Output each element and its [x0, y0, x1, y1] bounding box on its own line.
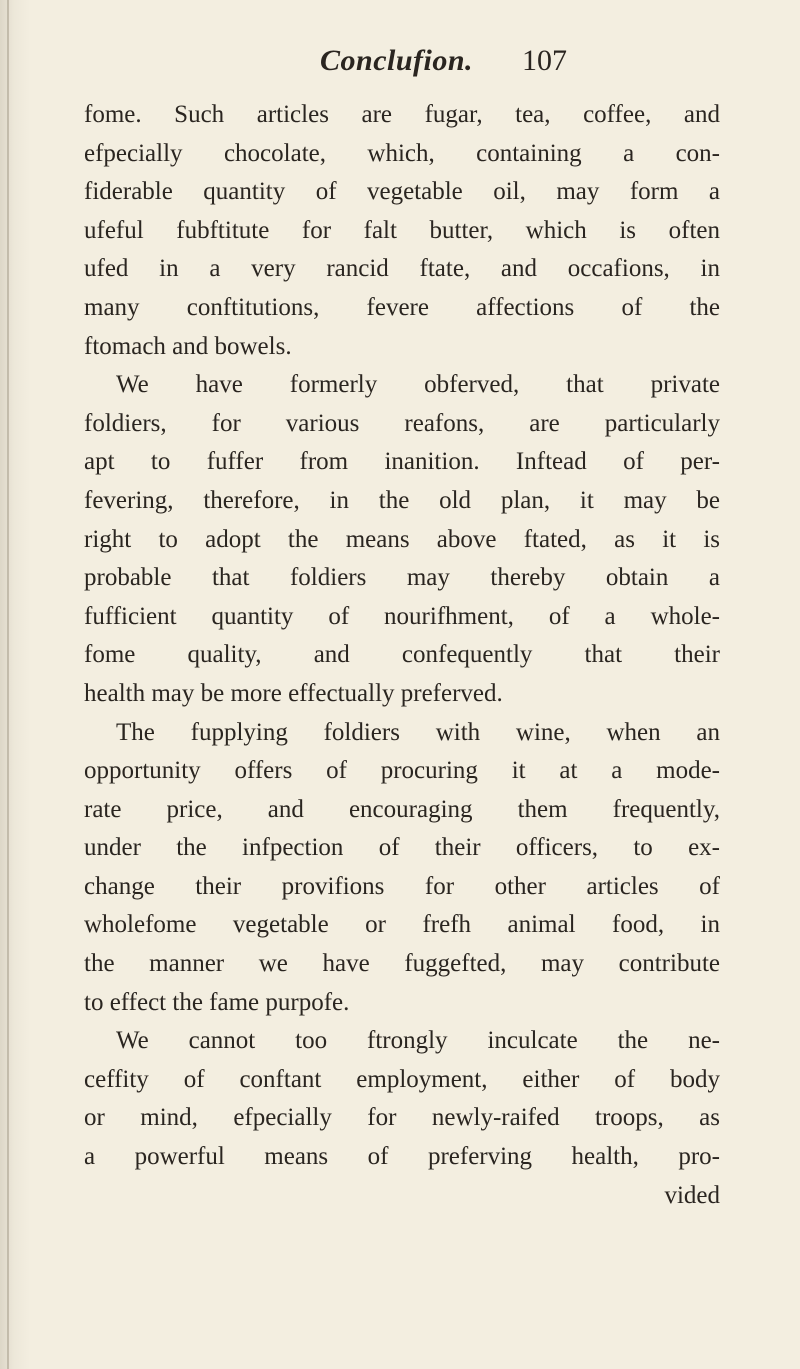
text-line: fevering, therefore, in the old plan, it may be: [84, 486, 720, 514]
body-text: [84, 96, 720, 1215]
text-line: ceffity of conftant employment, either of body: [84, 1065, 720, 1093]
text-line: fiderable quantity of vegetable oil, may form a: [84, 178, 720, 206]
text-line: We have formerly obferved, that private: [116, 371, 720, 399]
text-line: We cannot too ftrongly inculcate the ne-: [116, 1027, 720, 1055]
page-number: 107: [522, 44, 567, 77]
text-line: ufed in a very rancid ftate, and occafions, in: [84, 255, 720, 283]
text-line: efpecially chocolate, which, containing a con-: [84, 139, 720, 167]
text-line: probable that foldiers may thereby obtain a: [84, 564, 720, 592]
text-line: or mind, efpecially for newly-raifed troops, as: [84, 1104, 720, 1132]
text-line: health may be more effectually preferved.: [84, 679, 503, 707]
text-line: change their provifions for other articles of: [84, 872, 720, 900]
running-head: [90, 44, 760, 84]
catchword: vided: [664, 1181, 720, 1209]
text-line: ufeful fubftitute for falt butter, which is often: [84, 216, 720, 244]
text-line: right to adopt the means above ftated, as it is: [84, 525, 720, 553]
text-line: foldiers, for various reafons, are particularly: [84, 409, 720, 437]
running-head-title: Conclufion.: [320, 44, 474, 77]
text-line: many conftitutions, fevere affections of the: [84, 293, 720, 321]
text-line: a powerful means of preferving health, pro-: [84, 1143, 720, 1171]
text-line: to effect the fame purpofe.: [84, 988, 350, 1016]
text-line: ftomach and bowels.: [84, 332, 292, 360]
text-line: rate price, and encouraging them frequently,: [84, 795, 720, 823]
text-line: fome quality, and confequently that their: [84, 641, 720, 669]
text-line: the manner we have fuggefted, may contribute: [84, 950, 720, 978]
text-line: apt to fuffer from inanition. Inftead of per-: [84, 448, 720, 476]
text-line: fome. Such articles are fugar, tea, coffee, and: [84, 101, 720, 128]
text-line: wholefome vegetable or frefh animal food, in: [84, 911, 720, 939]
page-gutter-shadow: [7, 0, 9, 1369]
text-line: The fupplying foldiers with wine, when an: [116, 718, 720, 746]
text-line: under the infpection of their officers, to ex-: [84, 834, 720, 862]
text-line: fufficient quantity of nourifhment, of a whole-: [84, 602, 720, 630]
text-line: opportunity offers of procuring it at a mode-: [84, 757, 720, 785]
